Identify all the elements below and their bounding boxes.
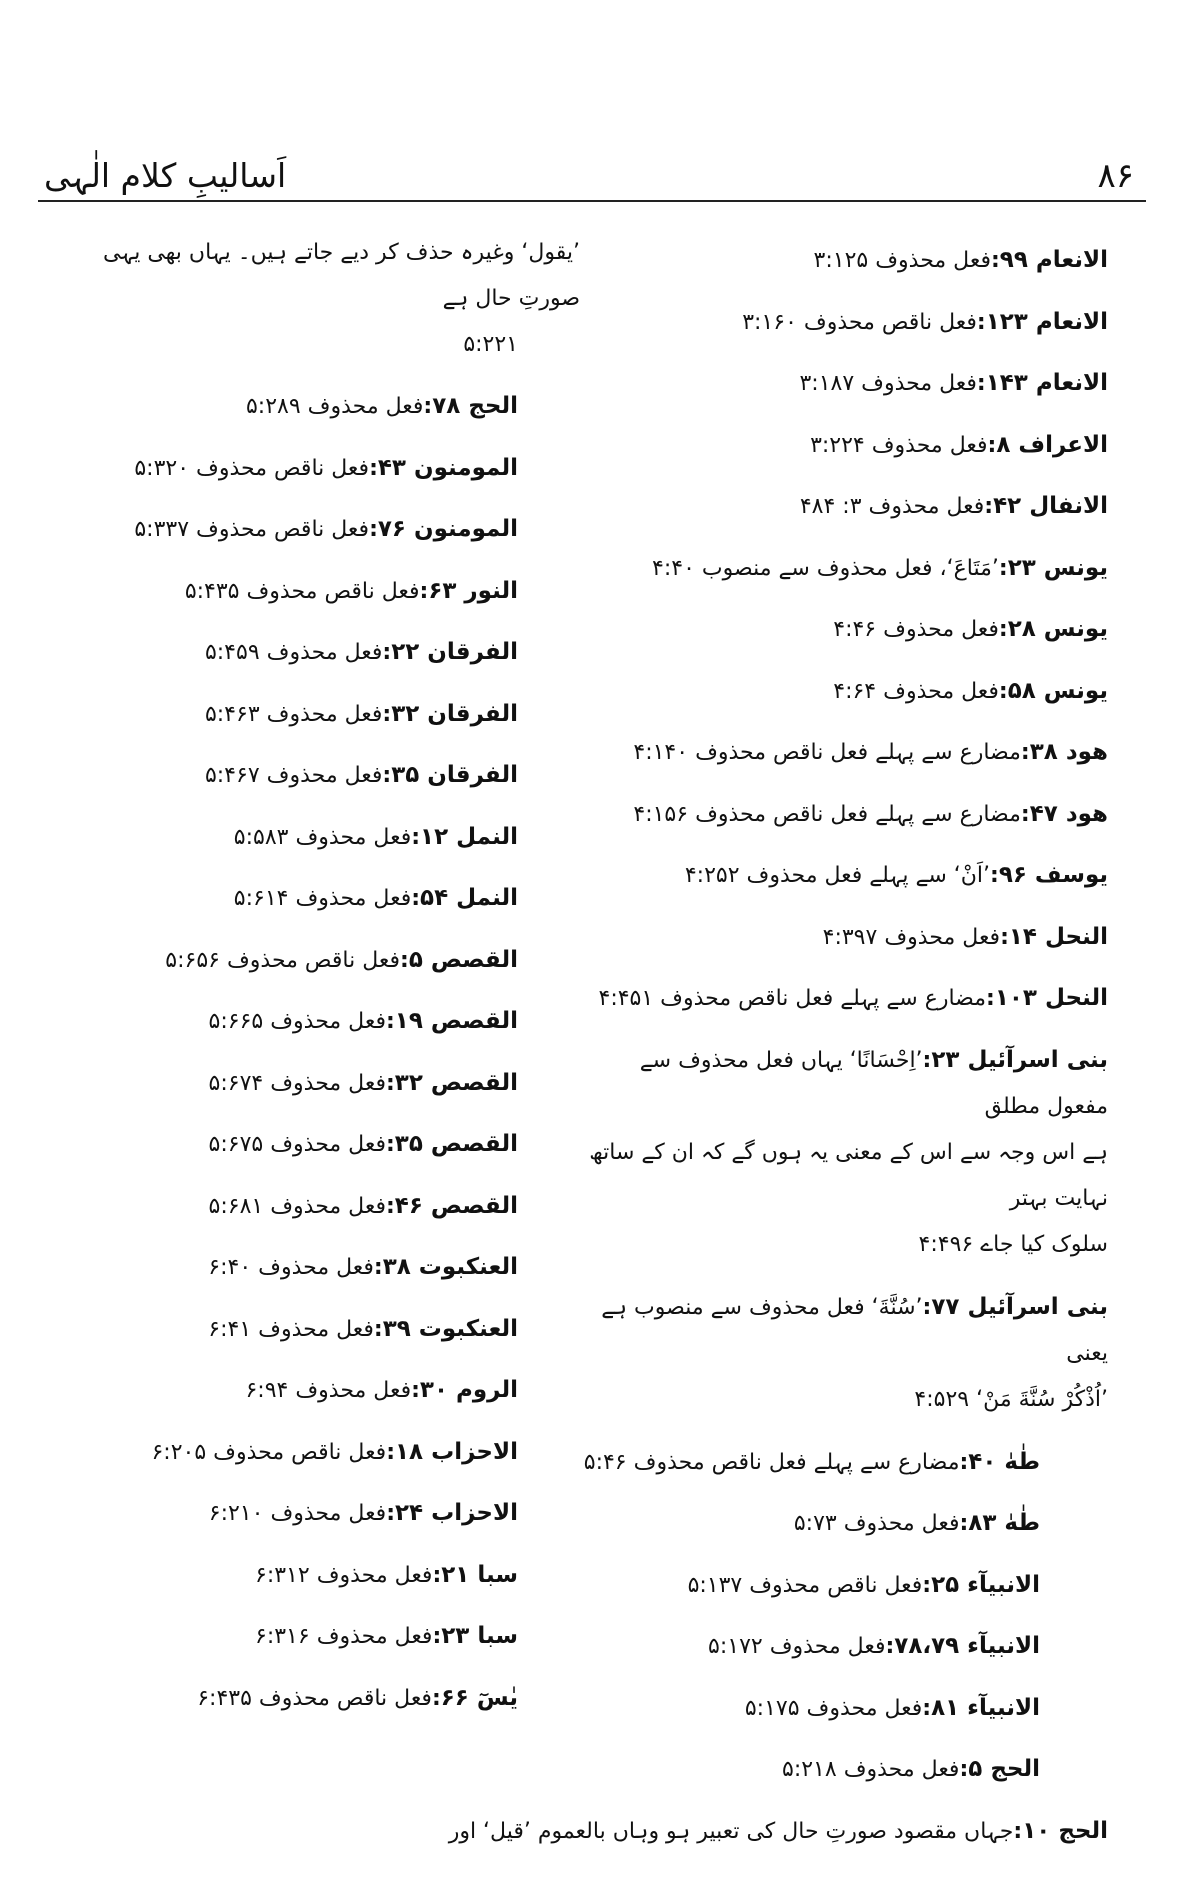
separator: : bbox=[411, 1378, 420, 1403]
entry-text: فعل ناقص محذوف ۳:۱۶۰ bbox=[742, 309, 977, 335]
index-entry bbox=[578, 784, 1108, 846]
index-entry bbox=[578, 415, 1108, 477]
entry-text: فعل محذوف ۵:۱۷۵ bbox=[744, 1695, 923, 1721]
entry-text-line: ’اُذْکُرْ سُنَّةَ مَنْ‘ ۴:۵۲۹ bbox=[914, 1386, 1108, 1412]
entry-text: ’اَنْ‘ سے پہلے فعل محذوف ۴:۲۵۲ bbox=[684, 863, 991, 888]
surah-verse-ref: یٰسٓ ۶۶ bbox=[440, 1684, 518, 1711]
index-entry bbox=[40, 438, 580, 500]
surah-verse-ref: سبا ۲۱ bbox=[441, 1561, 518, 1588]
separator: : bbox=[400, 947, 409, 973]
surah-verse-ref: الانبیآء ۲۵ bbox=[931, 1571, 1040, 1598]
separator: : bbox=[432, 1624, 442, 1649]
entry-text: فعل محذوف ۵:۷۳ bbox=[793, 1511, 960, 1536]
separator: : bbox=[411, 824, 421, 850]
index-entry bbox=[578, 722, 1108, 784]
surah-verse-ref: الانبیآء ۸۱ bbox=[931, 1694, 1040, 1721]
index-entry bbox=[40, 499, 580, 561]
entry-text-line: ۵:۲۲۱ bbox=[463, 332, 518, 357]
separator: : bbox=[986, 986, 995, 1011]
separator: : bbox=[1020, 801, 1030, 827]
entry-text: فعل محذوف ۶:۴۱ bbox=[208, 1316, 374, 1342]
surah-verse-ref: القصص ۴۶ bbox=[394, 1192, 518, 1219]
entry-text: فعل محذوف ۵:۲۱۸ bbox=[782, 1757, 960, 1782]
entry-text: فعل محذوف ۵:۲۸۹ bbox=[245, 394, 424, 419]
entry-text: مضارع سے پہلے فعل ناقص محذوف ۴:۴۵۱ bbox=[598, 986, 987, 1011]
separator: : bbox=[373, 1316, 383, 1342]
surah-verse-ref: بنی اسرآئیل ۷۷ bbox=[931, 1293, 1108, 1320]
surah-verse-ref: العنکبوت ۳۹ bbox=[382, 1315, 518, 1342]
index-entry bbox=[40, 376, 580, 438]
separator: : bbox=[385, 1132, 395, 1157]
entry-text-line: ہے اس وجہ سے اس کے معنی یہ ہوں گے کہ ان کے ساتھ نہایت بہتر bbox=[589, 1139, 1108, 1211]
separator: : bbox=[959, 1449, 969, 1475]
page-number: ۸۶ bbox=[1097, 156, 1134, 196]
surah-verse-ref: المومنون ۴۳ bbox=[377, 454, 518, 481]
index-entry bbox=[40, 1422, 580, 1484]
index-entry bbox=[578, 230, 1108, 292]
separator: : bbox=[998, 678, 1008, 704]
index-entry bbox=[578, 1555, 1108, 1617]
entry-text: فعل محذوف ۳: ۴۸۴ bbox=[799, 494, 985, 519]
entry-text: فعل محذوف ۵:۵۸۳ bbox=[233, 824, 412, 850]
index-entry bbox=[40, 745, 580, 807]
index-entry bbox=[40, 684, 580, 746]
surah-verse-ref: النحل ۱۰۳ bbox=[994, 985, 1108, 1011]
surah-verse-ref: یوسف ۹۶ bbox=[998, 862, 1108, 888]
entry-text: جہاں مقصود صورتِ حال کی تعبیر ہو وہاں بالعموم ’قیل‘ اور bbox=[448, 1818, 1014, 1844]
index-entry bbox=[448, 1801, 1108, 1863]
entry-text-line: ’سُنَّةَ‘ فعل محذوف سے منصوب ہے یعنی bbox=[601, 1294, 1108, 1366]
separator: : bbox=[423, 394, 433, 419]
surah-verse-ref: النمل ۱۲ bbox=[420, 823, 518, 850]
entry-text: مضارع سے پہلے فعل ناقص محذوف ۵:۴۶ bbox=[583, 1449, 960, 1475]
surah-verse-ref: النور ۶۳ bbox=[428, 577, 518, 604]
surah-verse-ref: الاحزاب ۲۴ bbox=[395, 1500, 518, 1526]
separator: : bbox=[976, 371, 986, 396]
surah-verse-ref: یونس ۲۸ bbox=[1007, 616, 1108, 642]
entry-text-line: ’اِحْسَانًا‘ یہاں فعل محذوف سے مفعول مطلق bbox=[639, 1047, 1108, 1119]
separator: : bbox=[431, 1685, 441, 1711]
left-column bbox=[40, 230, 580, 1850]
index-entry bbox=[578, 1739, 1108, 1801]
index-entry bbox=[578, 1030, 1108, 1277]
entry-text: فعل ناقص محذوف ۵:۱۳۷ bbox=[687, 1572, 923, 1598]
surah-verse-ref: هود ۴۷ bbox=[1029, 800, 1108, 827]
page-header bbox=[38, 150, 1146, 202]
separator: : bbox=[411, 886, 421, 911]
entry-text: فعل محذوف ۵:۶۸۱ bbox=[208, 1193, 386, 1219]
surah-verse-ref: المومنون ۷۶ bbox=[377, 516, 518, 542]
index-entry bbox=[578, 661, 1108, 723]
index-entry bbox=[578, 292, 1108, 354]
index-entry bbox=[40, 1360, 580, 1422]
surah-verse-ref: الانعام ۹۹ bbox=[999, 247, 1108, 273]
index-entry bbox=[578, 1678, 1108, 1740]
separator: : bbox=[1013, 1818, 1023, 1844]
index-entry bbox=[40, 1545, 580, 1607]
surah-verse-ref: الحج ۵ bbox=[968, 1756, 1040, 1782]
surah-verse-ref: الاحزاب ۱۸ bbox=[395, 1438, 518, 1465]
separator: : bbox=[998, 617, 1008, 642]
index-entry bbox=[578, 1432, 1108, 1494]
entry-text: فعل محذوف ۶:۴۰ bbox=[208, 1255, 374, 1280]
entry-text: مضارع سے پہلے فعل ناقص محذوف ۴:۱۵۶ bbox=[633, 801, 1021, 827]
surah-verse-ref: القصص ۱۹ bbox=[394, 1008, 518, 1034]
separator: : bbox=[386, 1501, 396, 1526]
separator: : bbox=[885, 1634, 895, 1659]
surah-verse-ref: الفرقان ۲۲ bbox=[391, 639, 518, 665]
separator: : bbox=[382, 701, 392, 727]
separator: : bbox=[959, 1511, 969, 1536]
entry-text: فعل محذوف ۵:۶۱۴ bbox=[233, 886, 412, 911]
index-entry bbox=[578, 476, 1108, 538]
separator: : bbox=[1020, 740, 1030, 765]
entry-text: فعل محذوف ۵:۶۷۴ bbox=[208, 1070, 386, 1096]
surah-verse-ref: النحل ۱۴ bbox=[1008, 923, 1108, 950]
index-entry bbox=[40, 561, 580, 623]
entry-text: فعل محذوف ۳:۱۸۷ bbox=[799, 371, 977, 396]
entry-text: فعل محذوف ۶:۳۱۲ bbox=[255, 1562, 433, 1588]
surah-verse-ref: طٰهٰ ۴۰ bbox=[968, 1448, 1040, 1475]
entry-text: فعل محذوف ۵:۱۷۲ bbox=[708, 1634, 886, 1659]
entry-text: فعل محذوف ۵:۴۶۷ bbox=[204, 763, 383, 788]
index-entry bbox=[40, 1237, 580, 1299]
index-entry bbox=[578, 1277, 1108, 1432]
separator: : bbox=[990, 248, 1000, 273]
surah-verse-ref: القصص ۳۲ bbox=[394, 1069, 518, 1096]
separator: : bbox=[382, 640, 392, 665]
surah-verse-ref: الفرقان ۳۵ bbox=[391, 762, 518, 788]
surah-verse-ref: العنکبوت ۳۸ bbox=[382, 1254, 518, 1280]
index-entry bbox=[40, 230, 580, 376]
entry-text: فعل محذوف ۴:۴۶ bbox=[833, 617, 999, 642]
entry-text: فعل محذوف ۴:۳۹۷ bbox=[822, 924, 1001, 950]
separator: : bbox=[987, 432, 997, 458]
separator: : bbox=[922, 1695, 932, 1721]
surah-verse-ref: القصص ۳۵ bbox=[394, 1131, 518, 1157]
separator: : bbox=[385, 1070, 395, 1096]
index-entry bbox=[40, 807, 580, 869]
index-entry bbox=[40, 1483, 580, 1545]
index-entry bbox=[40, 930, 580, 992]
separator: : bbox=[386, 1439, 396, 1465]
surah-verse-ref: الانبیآء ۷۸،۷۹ bbox=[894, 1633, 1040, 1659]
surah-verse-ref: الانعام ۱۲۳ bbox=[985, 308, 1108, 335]
entry-text: فعل محذوف ۵:۶۷۵ bbox=[208, 1132, 386, 1157]
entry-text: فعل محذوف ۵:۴۶۳ bbox=[204, 701, 383, 727]
index-entry bbox=[40, 1053, 580, 1115]
surah-verse-ref: هود ۳۸ bbox=[1029, 739, 1108, 765]
separator: : bbox=[990, 863, 999, 888]
index-entry bbox=[40, 1606, 580, 1668]
entry-text: فعل محذوف ۳:۲۲۴ bbox=[810, 432, 988, 458]
index-entry bbox=[40, 991, 580, 1053]
entry-text: فعل محذوف ۶:۲۱۰ bbox=[208, 1501, 387, 1526]
surah-verse-ref: یونس ۲۳ bbox=[1007, 554, 1108, 581]
index-entry bbox=[578, 1493, 1108, 1555]
index-entry bbox=[578, 538, 1108, 600]
separator: : bbox=[984, 494, 994, 519]
entry-text: فعل ناقص محذوف ۶:۴۳۵ bbox=[197, 1685, 432, 1711]
entry-text: فعل محذوف ۳:۱۲۵ bbox=[813, 248, 991, 273]
surah-verse-ref: القصص ۵ bbox=[408, 946, 518, 973]
separator: : bbox=[959, 1757, 969, 1782]
surah-verse-ref: الروم ۳۰ bbox=[419, 1377, 518, 1403]
separator: : bbox=[998, 555, 1008, 581]
surah-verse-ref: الفرقان ۳۲ bbox=[391, 700, 518, 727]
surah-verse-ref: طٰهٰ ۸۳ bbox=[968, 1510, 1040, 1536]
index-entry bbox=[578, 599, 1108, 661]
entry-text: فعل ناقص محذوف ۵:۳۲۰ bbox=[134, 455, 370, 481]
index-entry bbox=[578, 968, 1108, 1030]
surah-verse-ref: بنی اسرآئیل ۲۳ bbox=[931, 1046, 1108, 1073]
entry-text: فعل محذوف ۴:۶۴ bbox=[833, 678, 999, 704]
surah-verse-ref: الحج ۷۸ bbox=[432, 393, 518, 419]
index-entry bbox=[40, 868, 580, 930]
entry-text: فعل محذوف ۵:۴۵۹ bbox=[204, 640, 383, 665]
separator: : bbox=[976, 309, 986, 335]
separator: : bbox=[922, 1294, 932, 1320]
index-entry bbox=[578, 907, 1108, 969]
entry-text: فعل ناقص محذوف ۵:۴۳۵ bbox=[184, 578, 420, 604]
separator: : bbox=[369, 517, 378, 542]
separator: : bbox=[419, 578, 429, 604]
index-entry bbox=[578, 845, 1108, 907]
separator: : bbox=[1000, 924, 1009, 950]
separator: : bbox=[385, 1193, 395, 1219]
separator: : bbox=[385, 1009, 395, 1034]
entry-text: فعل محذوف ۶:۳۱۶ bbox=[255, 1624, 433, 1649]
separator: : bbox=[373, 1255, 383, 1280]
index-entry bbox=[40, 1176, 580, 1238]
surah-verse-ref: سبا ۲۳ bbox=[441, 1623, 518, 1649]
entry-text: فعل ناقص محذوف ۵:۳۳۷ bbox=[134, 517, 370, 542]
index-entry bbox=[40, 1114, 580, 1176]
entry-text-line: سلوک کیا جاے ۴:۴۹۶ bbox=[918, 1231, 1108, 1257]
separator: : bbox=[382, 763, 392, 788]
surah-verse-ref: یونس ۵۸ bbox=[1007, 677, 1108, 704]
entry-text: فعل محذوف ۶:۹۴ bbox=[245, 1378, 412, 1403]
separator: : bbox=[432, 1562, 442, 1588]
surah-verse-ref: الحج ۱۰ bbox=[1022, 1817, 1108, 1844]
surah-verse-ref: النمل ۵۴ bbox=[420, 885, 518, 911]
separator: : bbox=[369, 455, 378, 481]
index-entry bbox=[578, 353, 1108, 415]
entry-text: فعل محذوف ۵:۶۶۵ bbox=[208, 1009, 386, 1034]
surah-verse-ref: الاعراف ۸ bbox=[996, 431, 1108, 458]
index-entry bbox=[40, 1299, 580, 1361]
entry-text: فعل ناقص محذوف ۶:۲۰۵ bbox=[151, 1439, 387, 1465]
index-entry bbox=[578, 1616, 1108, 1678]
book-title: اَسالیبِ کلام الٰہی bbox=[44, 156, 287, 195]
index-entry bbox=[40, 1668, 580, 1730]
entry-text: مضارع سے پہلے فعل ناقص محذوف ۴:۱۴۰ bbox=[633, 740, 1021, 765]
separator: : bbox=[922, 1572, 932, 1598]
surah-verse-ref: الانفال ۴۲ bbox=[993, 493, 1108, 519]
index-entry bbox=[40, 622, 580, 684]
entry-text: فعل ناقص محذوف ۵:۶۵۶ bbox=[165, 947, 401, 973]
entry-text: ’مَتَاعَ‘، فعل محذوف سے منصوب ۴:۴۰ bbox=[652, 555, 999, 581]
entry-text-line: ’یقول‘ وغیرہ حذف کر دیے جاتے ہیں۔ یہاں بھی یہی صورتِ حال ہے bbox=[102, 240, 580, 311]
separator: : bbox=[922, 1047, 932, 1073]
surah-verse-ref: الانعام ۱۴۳ bbox=[985, 370, 1108, 396]
